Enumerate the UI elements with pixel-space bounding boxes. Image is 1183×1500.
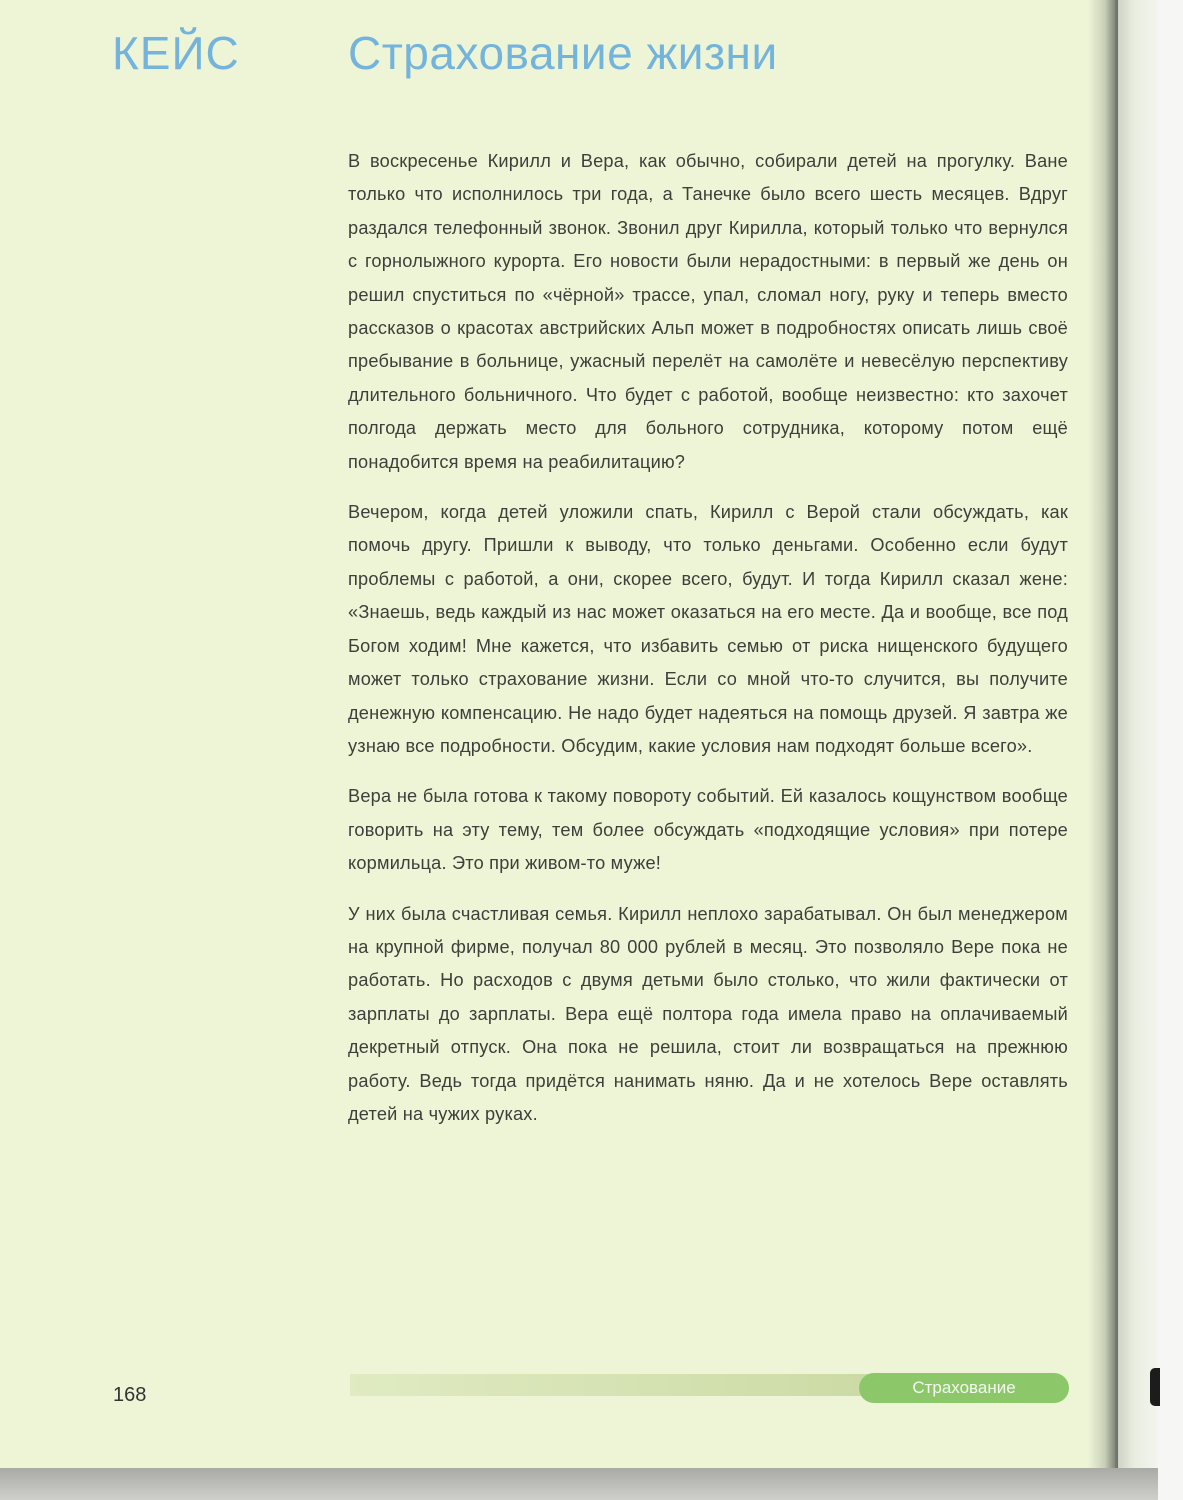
case-text: [348, 145, 1068, 1148]
page-title: Страхование жизни: [348, 27, 778, 79]
section-label: КЕЙС: [112, 27, 240, 79]
scan-margin-right: [1158, 0, 1183, 1500]
section-tab: Страхование: [859, 1373, 1069, 1403]
paragraph: У них была счастливая семья. Кирилл неплохо зарабатывал. Он был менеджером на крупной фирме, получал 80 000 рублей в месяц. Это позволяло Вере пока не работать. Но расходов с двумя детьми было столько, что жили фактически от зарплаты до зарплаты. Вера ещё полтора года имела право на оплачиваемый декретный отпуск. Она пока не решила, стоит ли возвращаться на прежнюю работу. Ведь тогда придётся нанимать няню. Да и не хотелось Вере оставлять детей на чужих руках.: [348, 903, 1068, 1124]
scan-margin-bottom: [0, 1468, 1158, 1500]
footer-divider: [350, 1374, 870, 1396]
paragraph: Вечером, когда детей уложили спать, Кирилл с Верой стали обсуждать, как помочь другу. Пришли к выводу, что только деньгами. Особенно если будут проблемы с работой, а они, скорее всего, будут. И тогда Кирилл сказал жене: «Знаешь, ведь каждый из нас может оказаться на его месте. Да и вообще, все под Богом ходим! Мне кажется, что избавить семью от риска нищенского будущего может только страхование жизни. Если со мной что-то случится, вы получите денежную компенсацию. Не надо будет надеяться на помощь друзей. Я завтра же узнаю все подробности. Обсудим, какие условия нам подходят больше всего».: [348, 502, 1068, 756]
paragraph: В воскресенье Кирилл и Вера, как обычно, собирали детей на прогулку. Ване только что исполнилось три года, а Танечке было всего шесть месяцев. Вдруг раздался телефонный звонок. Звонил друг Кирилла, который только что вернулся с горнолыжного курорта. Его новости были нерадостными: в первый же день он решил спуститься по «чёрной» трассе, упал, сломал ногу, руку и теперь вместо рассказов о красотах австрийских Альп может в подробностях описать лишь своё пребывание в больнице, ужасный перелёт на самолёте и невесёлую перспективу длительного больничного. Что будет с работой, вообще неизвестно: кто захочет полгода держать место для больного сотрудника, которому потом ещё понадобится время на реабилитацию?: [348, 151, 1068, 472]
page-edge-mark: [1150, 1368, 1160, 1406]
page-number: 168: [113, 1384, 147, 1406]
adjacent-page-edge: [1118, 0, 1158, 1468]
paragraph: Вера не была готова к такому повороту событий. Ей казалось кощунством вообще говорить на эту тему, тем более обсуждать «подходящие условия» при потере кормильца. Это при живом-то муже!: [348, 786, 1068, 874]
book-gutter-shadow: [1088, 0, 1118, 1468]
